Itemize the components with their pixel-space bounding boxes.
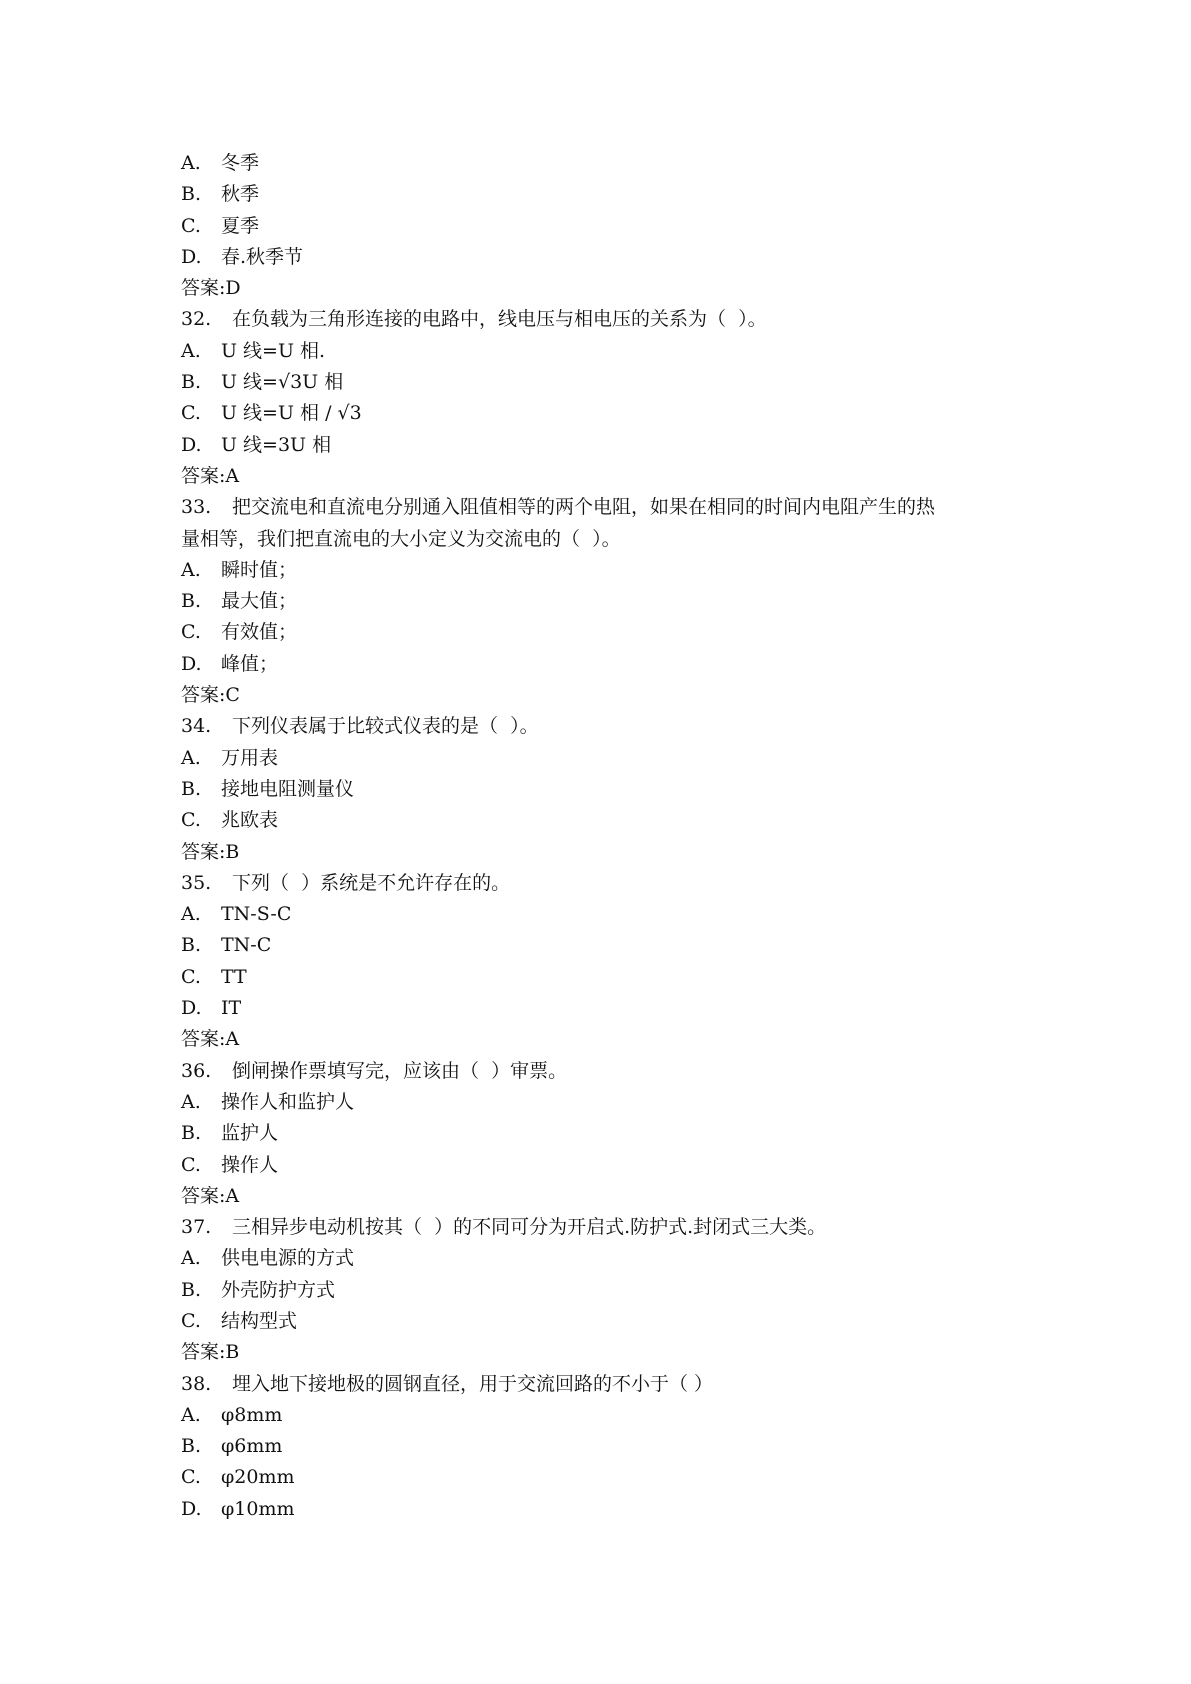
option-text: φ10mm: [221, 1497, 295, 1520]
option-label: B.: [181, 934, 202, 957]
question-number: 32.: [181, 308, 212, 331]
option-label: D.: [181, 433, 202, 456]
option-text: 峰值；: [221, 652, 279, 675]
option-text: φ8mm: [221, 1403, 283, 1426]
option-text: 万用表: [221, 746, 279, 769]
option-label: C.: [181, 1309, 201, 1332]
question-stem: [181, 1056, 1041, 1087]
option-line: [181, 1087, 1041, 1118]
option-line: [181, 1494, 1041, 1525]
option-text: 瞬时值；: [221, 558, 298, 581]
option-line: [181, 1306, 1041, 1337]
option-text: 兆欧表: [221, 809, 279, 832]
option-label: C.: [181, 1466, 201, 1489]
question-stem: [181, 492, 1041, 523]
option-label: A.: [181, 339, 201, 362]
option-text: 供电电源的方式: [221, 1247, 355, 1270]
option-line: [181, 148, 1041, 179]
option-label: A.: [181, 558, 201, 581]
option-label: B.: [181, 777, 202, 800]
question-34: [181, 711, 1041, 867]
question-number: 36.: [181, 1059, 212, 1082]
option-line: [181, 367, 1041, 398]
option-text: 有效值；: [221, 621, 298, 644]
option-text: 监护人: [221, 1122, 279, 1145]
option-text: 结构型式: [221, 1309, 298, 1332]
option-label: B.: [181, 1278, 202, 1301]
question-number: 35.: [181, 871, 212, 894]
option-label: A.: [181, 152, 201, 174]
option-text: 接地电阻测量仪: [221, 777, 355, 800]
option-line: [181, 617, 1041, 648]
option-label: C.: [181, 965, 201, 988]
question-38: [181, 1369, 1041, 1525]
option-line: [181, 1118, 1041, 1149]
answer-line: 答案:A: [181, 1028, 240, 1051]
option-line: [181, 743, 1041, 774]
question-33: [181, 492, 1041, 711]
option-line: [181, 1400, 1041, 1431]
question-number: 37.: [181, 1216, 212, 1239]
answer-line: 答案:C: [181, 684, 240, 707]
option-line: [181, 211, 1041, 242]
option-line: [181, 1431, 1041, 1462]
option-label: A.: [181, 903, 201, 926]
question-36: [181, 1056, 1041, 1212]
question-stem-continued: 量相等，我们把直流电的大小定义为交流电的（ ）。: [181, 527, 621, 550]
option-line: [181, 1462, 1041, 1493]
question-stem: [181, 1212, 1041, 1243]
question-37: [181, 1212, 1041, 1368]
option-line: [181, 930, 1041, 961]
document-page: [181, 148, 1041, 1525]
option-line: [181, 774, 1041, 805]
option-line: [181, 805, 1041, 836]
option-label: A.: [181, 1090, 201, 1113]
option-text: 春.秋季节: [221, 245, 304, 268]
answer-line: 答案:B: [181, 1341, 240, 1364]
option-text: U 线=U 相.: [221, 339, 326, 362]
question-32: [181, 304, 1041, 492]
option-label: D.: [181, 245, 202, 268]
question-number: 33.: [181, 496, 212, 519]
option-label: B.: [181, 371, 202, 394]
option-line: [181, 899, 1041, 930]
option-text: U 线=√3U 相: [221, 371, 344, 394]
option-line: [181, 179, 1041, 210]
option-text: 最大值；: [221, 590, 298, 613]
question-text: 在负载为三角形连接的电路中，线电压与相电压的关系为（ ）。: [232, 308, 767, 331]
option-label: D.: [181, 997, 202, 1020]
option-text: TT: [221, 965, 247, 988]
option-line: [181, 242, 1041, 273]
option-line: [181, 430, 1041, 461]
answer-line: 答案:D: [181, 277, 241, 300]
option-line: [181, 993, 1041, 1024]
option-text: TN-C: [221, 934, 272, 957]
option-text: 操作人和监护人: [221, 1090, 355, 1113]
option-label: A.: [181, 1247, 201, 1270]
option-label: C.: [181, 214, 201, 237]
option-label: A.: [181, 746, 201, 769]
option-line: [181, 1150, 1041, 1181]
question-text: 下列仪表属于比较式仪表的是（ ）。: [232, 715, 539, 738]
option-text: 夏季: [221, 214, 260, 237]
option-line: [181, 555, 1041, 586]
option-text: TN-S-C: [221, 903, 292, 926]
option-label: C.: [181, 402, 201, 425]
question-text: 下列（ ）系统是不允许存在的。: [232, 871, 511, 894]
question-stem: [181, 1369, 1041, 1400]
option-text: U 线=U 相 / √3: [221, 402, 362, 425]
question-31-tail: [181, 148, 1041, 304]
option-line: [181, 649, 1041, 680]
option-label: D.: [181, 652, 202, 675]
option-text: U 线=3U 相: [221, 433, 332, 456]
question-number: 34.: [181, 715, 212, 738]
question-text: 三相异步电动机按其（ ）的不同可分为开启式.防护式.封闭式三大类。: [232, 1216, 827, 1239]
option-line: [181, 1243, 1041, 1274]
option-label: B.: [181, 183, 202, 206]
question-text: 埋入地下接地极的圆钢直径，用于交流回路的不小于（ ）: [232, 1372, 714, 1395]
option-label: C.: [181, 621, 201, 644]
question-stem: [181, 868, 1041, 899]
answer-line: 答案:A: [181, 464, 240, 487]
question-number: 38.: [181, 1372, 212, 1395]
option-text: φ20mm: [221, 1466, 295, 1489]
option-text: IT: [221, 997, 242, 1020]
option-line: [181, 398, 1041, 429]
option-line: [181, 586, 1041, 617]
option-label: C.: [181, 1153, 201, 1176]
option-line: [181, 962, 1041, 993]
option-label: B.: [181, 1435, 202, 1458]
option-label: B.: [181, 1122, 202, 1145]
answer-line: 答案:A: [181, 1184, 240, 1207]
option-text: 秋季: [221, 183, 260, 206]
question-35: [181, 868, 1041, 1056]
option-label: A.: [181, 1403, 201, 1426]
question-stem: [181, 711, 1041, 742]
option-text: 操作人: [221, 1153, 279, 1176]
question-text: 倒闸操作票填写完，应该由（ ）审票。: [232, 1059, 568, 1082]
option-line: [181, 1275, 1041, 1306]
answer-line: 答案:B: [181, 840, 240, 863]
question-stem: [181, 304, 1041, 335]
question-text: 把交流电和直流电分别通入阻值相等的两个电阻，如果在相同的时间内电阻产生的热: [232, 496, 936, 519]
option-text: 冬季: [221, 152, 260, 174]
option-label: D.: [181, 1497, 202, 1520]
option-text: 外壳防护方式: [221, 1278, 336, 1301]
option-label: B.: [181, 590, 202, 613]
option-line: [181, 336, 1041, 367]
option-text: φ6mm: [221, 1435, 283, 1458]
option-label: C.: [181, 809, 201, 832]
